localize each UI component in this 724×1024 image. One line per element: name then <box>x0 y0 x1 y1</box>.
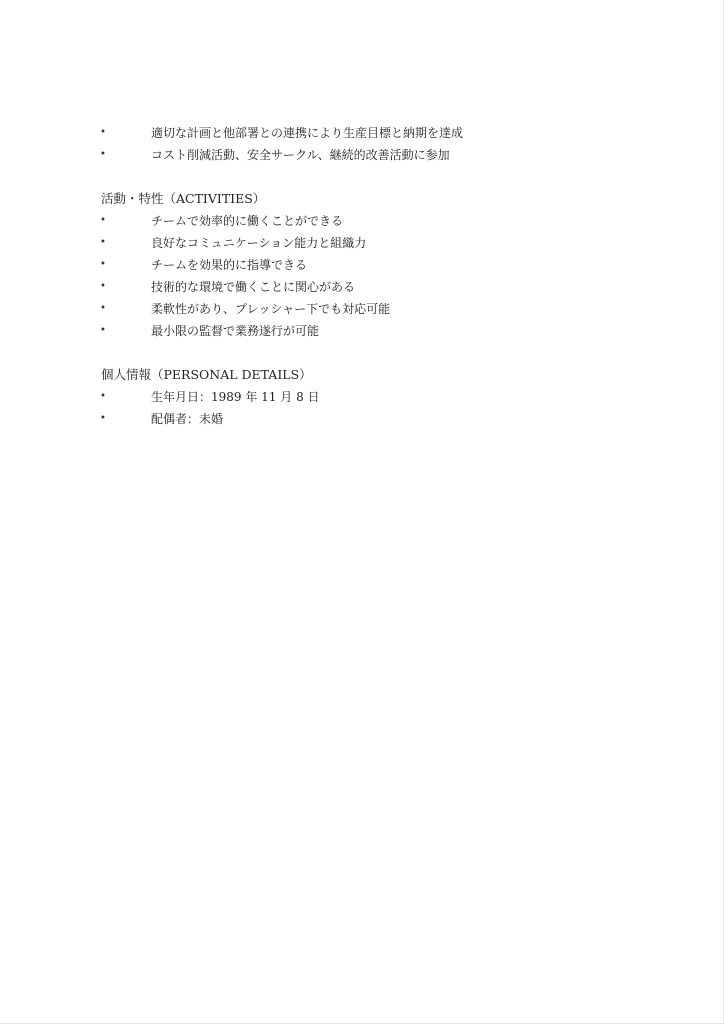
list-item-text: チームを効果的に指導できる <box>151 258 308 272</box>
list-item-text: 生年月日：1989 年 11 月 8 日 <box>151 390 320 404</box>
bullet-icon: • <box>100 237 106 248</box>
bullet-icon: • <box>100 215 106 226</box>
list-item-text: 柔軟性があり、プレッシャー下でも対応可能 <box>151 302 391 316</box>
list-item-text: コスト削減活動、安全サークル、継続的改善活動に参加 <box>151 148 450 162</box>
bullet-icon: • <box>100 303 106 314</box>
bullet-icon: • <box>100 259 106 270</box>
personal-details-heading: 個人情報（PERSONAL DETAILS） <box>101 367 312 382</box>
list-item-text: 適切な計画と他部署との連携により生産目標と納期を達成 <box>151 126 464 140</box>
bullet-icon: • <box>100 281 106 292</box>
list-item-text: チームで効率的に働くことができる <box>151 214 344 228</box>
bullet-icon: • <box>100 413 106 424</box>
list-item-text: 技術的な環境で働くことに関心がある <box>151 280 356 294</box>
bullet-icon: • <box>100 127 106 138</box>
activities-heading: 活動・特性（ACTIVITIES） <box>101 191 266 206</box>
list-item-text: 最小限の監督で業務遂行が可能 <box>151 324 320 338</box>
bullet-icon: • <box>100 149 106 160</box>
list-item-text: 配偶者：未婚 <box>151 412 224 426</box>
bullet-icon: • <box>100 391 106 402</box>
list-item-text: 良好なコミュニケーション能力と組織力 <box>151 236 367 250</box>
bullet-icon: • <box>100 325 106 336</box>
